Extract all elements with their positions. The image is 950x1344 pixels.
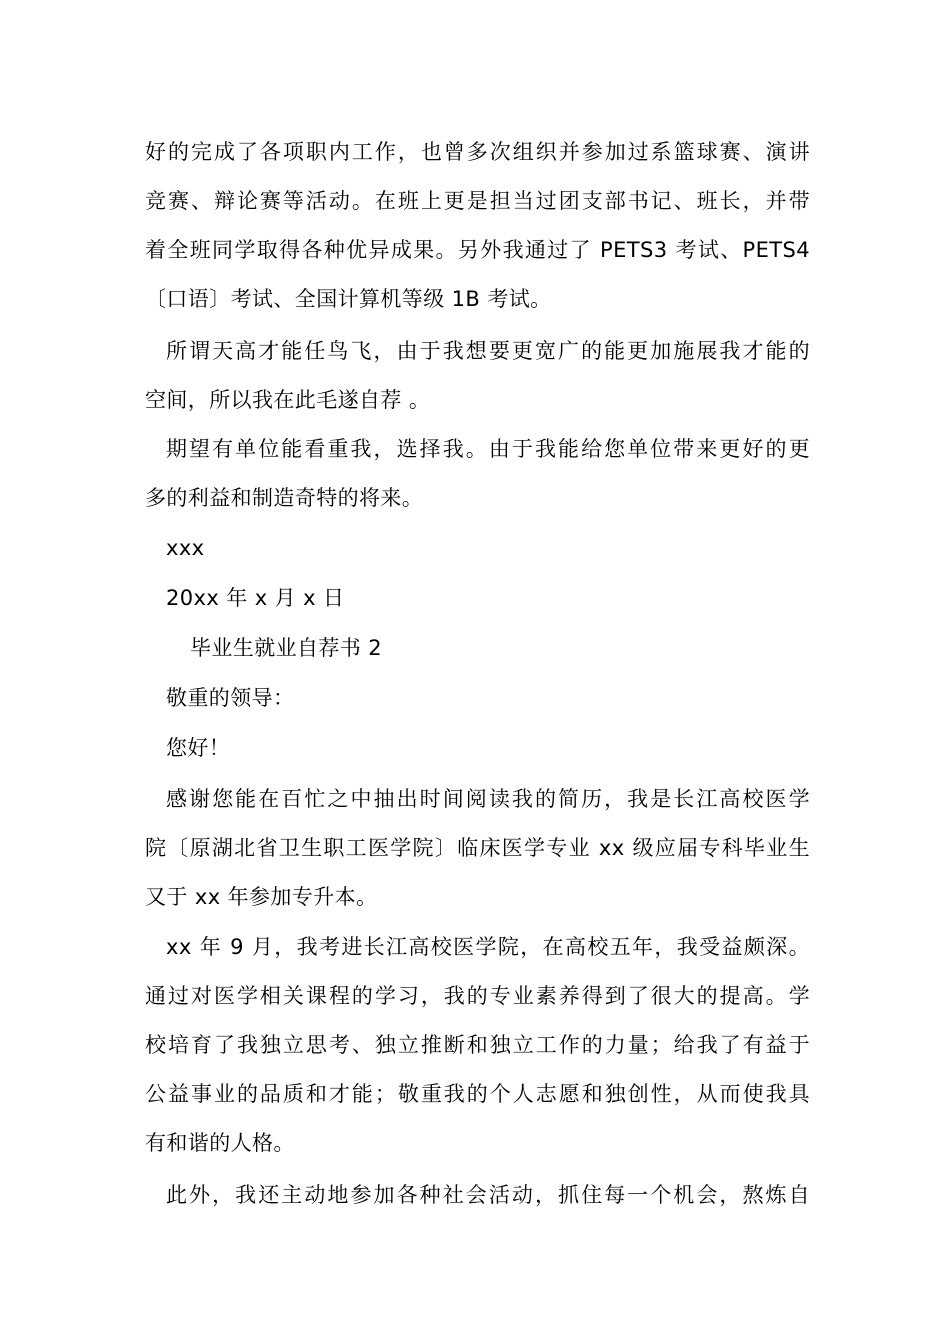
text-line: 院〔原湖北省卫生职工医学院〕临床医学专业 xx 级应届专科毕业生 [145, 836, 810, 860]
text-line: 多的利益和制造奇特的将来。 [145, 486, 424, 510]
text-line: 又于 xx 年参加专升本。 [145, 885, 378, 909]
text-line: 〔口语〕考试、全国计算机等级 1B 考试。 [145, 287, 552, 311]
text-line: 校培育了我独立思考、独立推断和独立工作的力量；给我了有益于 [145, 1033, 810, 1057]
text-line: 感谢您能在百忙之中抽出时间阅读我的简历，我是长江高校医学 [166, 787, 810, 811]
text-line: 有和谐的人格。 [145, 1131, 295, 1155]
salutation: 敬重的领导： [166, 686, 295, 710]
text-line: 好的完成了各项职内工作，也曾多次组织并参加过系篮球赛、演讲 [145, 140, 810, 164]
text-line: 公益事业的品质和才能；敬重我的个人志愿和独创性，从而使我具 [145, 1082, 810, 1106]
text-line: 竞赛、辩论赛等活动。在班上更是担当过团支部书记、班长，并带 [145, 189, 810, 213]
text-line: 空间，所以我在此毛遂自荐 。 [145, 388, 431, 412]
text-line: xx 年 9 月，我考进长江高校医学院，在高校五年，我受益颇深。 [166, 935, 810, 959]
section-title: 毕业生就业自荐书 2 [190, 636, 383, 660]
text-line: 通过对医学相关课程的学习，我的专业素养得到了很大的提高。学 [145, 984, 810, 1008]
text-line: 此外，我还主动地参加各种社会活动，抓住每一个机会，熬炼自 [166, 1183, 810, 1207]
text-line: 期望有单位能看重我，选择我。由于我能给您单位带来更好的更 [166, 437, 810, 461]
signature-name: xxx [166, 536, 205, 560]
greeting: 您好！ [166, 736, 231, 760]
text-line: 所谓天高才能任鸟飞，由于我想要更宽广的能更加施展我才能的 [166, 339, 810, 363]
signature-date: 20xx 年 x 月 x 日 [166, 586, 345, 610]
text-line: 着全班同学取得各种优异成果。另外我通过了 PETS3 考试、PETS4 [145, 238, 810, 262]
